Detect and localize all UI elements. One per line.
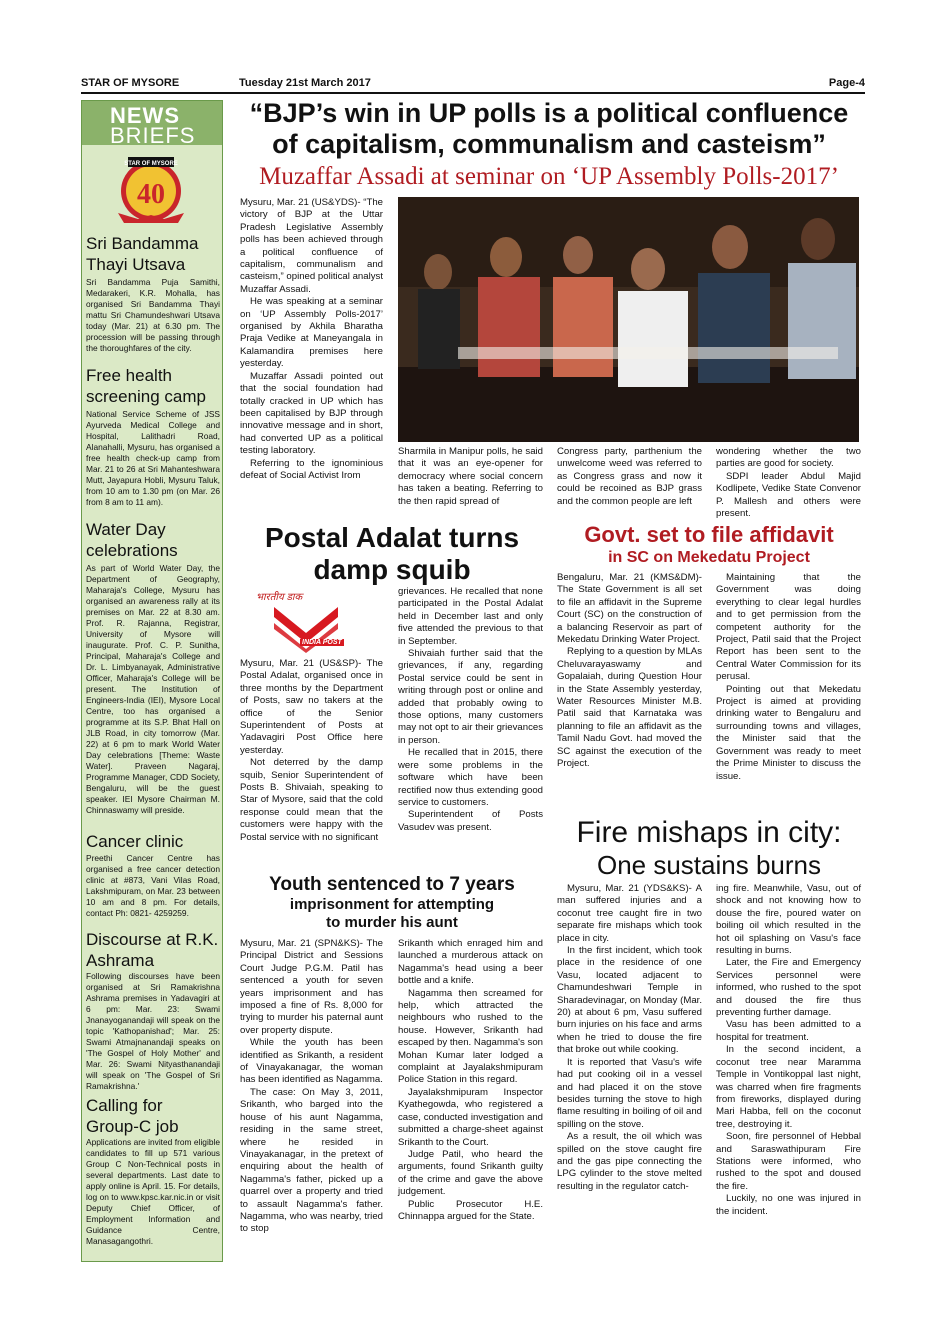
paragraph: Congress party, parthenium the unwelcome weed was referred to as Congress grass and now it could be recoined as BJP grass and the common people are left — [557, 446, 702, 507]
mekedatu-column-1 — [557, 572, 702, 771]
svg-text:40: 40 — [137, 179, 165, 210]
brief-title: Cancer clinic — [86, 832, 184, 851]
mekedatu-column-2 — [716, 572, 861, 783]
brief-body: As part of World Water Day, the Department of Geography, Maharaja's College, Mysuru has organised an awareness rally at its premises on Mar. 22 at 8.30 am. Prof. R. Rajanna, Registrar, University of Mysore will inaugurate. Prof. C. P. Sunitha, Principal, Maharaja's College and Dr. L. Limbyanayak, Administrative Officer, Maharaja's College will be present. The Institution of Engineers-India (IEI), Mysore Local Centre, too has organised a programme at its S.P. Bhat Hall on JLB Road, in city tomorrow (Mar. 22) at 6 pm to mark World Water Day celebrations [Theme: Waste Water]. Praveen Nagaraj, Programme Manager, CDD Society, Bengaluru, will be the guest speaker. IEI Mysore Chairman M. Chinnaswamy will preside. — [86, 563, 220, 815]
fire-column-1 — [557, 883, 702, 1193]
paragraph: Later, the Fire and Emergency Services personnel were informed, who rushed to the spot and doused the fire thus preventing further damage. — [716, 957, 861, 1019]
youth-column-1 — [240, 938, 383, 1236]
lead-subhead: Muzaffar Assadi at seminar on ‘UP Assembly Polls-2017’ — [259, 163, 839, 190]
header-rule — [81, 92, 865, 94]
news-briefs-banner — [82, 101, 222, 148]
brief-body: National Service Scheme of JSS Ayurveda Medical College and Hospital, Lalithadri Road, Alanahalli, Mysuru, has organised a free health check-up camp from Mar. 21 to 26 at Sri Mahanteshwara Mutt, Jayapura Hobli, Mysuru Taluk, from 10 am to 1.30 pm (on Mar. 26 from 8 am to 11 am). — [86, 409, 220, 507]
paragraph: Vasu has been admitted to a hospital for treatment. — [716, 1019, 861, 1043]
paragraph: While the youth has been identified as Srikanth, a resident of Vinayakanagar, the woman has been identified as Nagamma. — [240, 1037, 383, 1086]
paragraph: He was speaking at a seminar on ‘UP Assembly Polls-2017’ organised by Akhila Bharatha Praja Vedike at Maneyangala in Kalamandira premises here yesterday. — [240, 296, 383, 370]
paragraph: Sharmila in Manipur polls, he said that it was an eye-opener for democracy where social concern has taken a beating. Referring to the then rapid spread of — [398, 446, 543, 507]
paragraph: SDPI leader Abdul Majid Kodlipete, Vedike State Convenor P. Mallesh and others were present. — [716, 470, 861, 520]
paragraph: Bengaluru, Mar. 21 (KMS&DM)- The State Government is all set to file an affidavit in the Supreme Court (SC) on the construction of a balancing Reservoir as part of Mekedatu Drinking Water Project. — [557, 572, 702, 646]
paragraph: The case: On May 3, 2011, Srikanth, who barged into the house of his aunt Nagamma, residing in the same street, where he resided in Vinayakanagar, in the pretext of enquiring about the health of Nagamma's father, picked up a quarrel over a property and tried to assault Nagamma's father. Nagamma, who was nearby, tried to stop — [240, 1086, 383, 1235]
youth-headline-line-2: imprisonment for attempting — [289, 896, 495, 913]
youth-headline — [236, 874, 548, 932]
page-header — [81, 77, 865, 91]
paragraph: wondering whether the two parties are good for society. — [716, 446, 861, 470]
news-briefs-sidebar — [81, 100, 223, 1262]
postal-headline-line-1: Postal Adalat turns — [264, 522, 520, 553]
lead-column-1 — [240, 197, 383, 482]
paragraph: Public Prosecutor H.E. Chinnappa argued for the State. — [398, 1198, 543, 1222]
page-number: Page-4 — [828, 77, 865, 89]
brief-body: Preethi Cancer Centre has organised a free cancer detection clinic at #873, Vani Vilas Road, Lakshmipuram, on Mar. 23 between 10 am and 8 pm. For details, contact Ph: 0821- 4259259. — [86, 853, 220, 918]
india-post-logo — [256, 589, 356, 651]
news-label: NEWS — [110, 103, 180, 128]
brief-title: Calling for Group-C job — [86, 1096, 179, 1136]
mekedatu-headline — [552, 522, 866, 568]
paragraph: Srikanth which enraged him and launched a murderous attack on Nagamma's head using a beer bottle and a knife. — [398, 938, 543, 987]
india-post-hindi: भारतीय डाक — [256, 592, 303, 603]
india-post-label: INDIA POST — [302, 639, 342, 646]
paragraph: He recalled that in 2015, there were some problems in the software which have been rectified now thus extending good service to customers. — [398, 747, 543, 808]
masthead: STAR OF MYSORE — [81, 77, 180, 89]
anniversary-badge-icon — [108, 153, 194, 225]
paragraph: grievances. He recalled that none participated in the Postal Adalat held in December last and only five attended the previous to that in September. — [398, 586, 543, 647]
youth-headline-line-1: Youth sentenced to 7 years — [269, 874, 515, 895]
postal-column-1 — [240, 658, 383, 844]
paragraph: Luckily, no one was injured in the incident. — [716, 1193, 861, 1217]
paragraph: Jayalakshmipuram Inspector Kyathegowda, who registered a case, conducted investigation and submitted a charge-sheet against Srikanth to the Court. — [398, 1086, 543, 1148]
postal-column-2 — [398, 586, 543, 834]
paragraph: In the first incident, which took place in the residence of one Vasu, located adjacent to Chamundeshwari Temple in Sharadevinagar, on Monday (Mar. 20) at about 6 pm, Vasu suffered burn injuries on his face and arms when he tried to douse the fire that broke out while cooking. — [557, 945, 702, 1056]
postal-headline — [236, 522, 548, 586]
brief-title: Free health screening camp — [86, 366, 207, 406]
paragraph: Replying to a question by MLAs Cheluvarayaswamy and Gopalaiah, during Question Hour in the State Assembly yesterday, Water Resources Minister M.B. Patil said that Karnataka was planning to file an affidavit as the Tamil Nadu Govt. had moved the SC against the execution of the Project. — [557, 646, 702, 770]
mekedatu-headline-line-2: in SC on Mekedatu Project — [608, 549, 810, 566]
paragraph: It is reported that Vasu's wife had put cooking oil in a vessel and had placed it on the stove besides turning the stove to high flame resulting in boiling of oil and spilling on the stove. — [557, 1056, 702, 1130]
paragraph: Maintaining that the Government was doing everything to clear legal hurdles and to get permission from the competent authority for the Project, Patil said that the Project Report has been sent to the Central Water Commission for its perusal. — [716, 572, 861, 683]
paragraph: ing fire. Meanwhile, Vasu, out of shock and not knowing how to douse the fire, poured water on boiling oil which resulted in the hot oil splashing on Vasu's face resulting in burns. — [716, 883, 861, 957]
brief-title: Sri Bandamma Thayi Utsava — [86, 234, 199, 274]
brief-body: Applications are invited from eligible candidates to fill up 571 various Group C Non-Technical posts in several departments. Last date to apply online is April. 15. For details, log on to www.kpsc.kar.nic.in or visit Deputy Chief Officer, of Employment Information and Guidance Centre, Manasagangothri. — [86, 1137, 220, 1246]
brief-title: Water Day celebrations — [86, 520, 178, 560]
postal-headline-line-2: damp squib — [313, 554, 471, 585]
youth-headline-line-3: to murder his aunt — [326, 914, 458, 931]
svg-text:STAR OF MYSORE: STAR OF MYSORE — [124, 161, 178, 167]
lead-headline-line-2: of capitalism, communalism and casteism” — [272, 129, 826, 159]
paragraph: Mysuru, Mar. 21 (YDS&KS)- A man suffered injuries and a coconut tree caught fire in two separate fire mishaps which took place in city. — [557, 883, 702, 944]
paragraph: Muzaffar Assadi pointed out that the social foundation had totally cracked in UP which has been capitalised by BJP through innovative message and in short, had converted UP as a political testing laboratory. — [240, 370, 383, 457]
paragraph: Mysuru, Mar. 21 (SPN&KS)- The Principal District and Sessions Court Judge P.G.M. Patil has sentenced a youth for seven years imprisonment and has imposed a fine of Rs. 8,000 for trying to murder his paternal aunt over property dispute. — [240, 938, 383, 1036]
brief-body: Sri Bandamma Puja Samithi, Medarakeri, K.R. Mohalla, has organised Sri Bandamma Thayi mattu Sri Chamundeshwari Utsava today (Mar. 21) at 6.30 pm. The procession will be passing through the thoroughfares of the city. — [86, 277, 220, 353]
paragraph: As a result, the oil which was spilled on the stove caught fire and the gas pipe connecting the LPG cylinder to the stove melted resulting in the regulator catch- — [557, 1131, 702, 1192]
fire-column-2 — [716, 883, 861, 1218]
paragraph: Soon, fire personnel of Hebbal and Saraswathipuram Fire Stations were informed, who rushed to the spot and doused the fire. — [716, 1131, 861, 1192]
paragraph: In the second incident, a coconut tree near Maramma Temple in Vontikoppal last night, was charred when fire fragments from fireworks, displayed during Mari Habba, fell on the coconut tree, destroying it. — [716, 1044, 861, 1130]
brief-body: Following discourses have been organised at Sri Ramakrishna Ashrama premises in Yadavagiri at 6 pm: Mar. 23: Swami Jnanayoganandaji will speak on the topic 'Kathopanishad'; Mar. 25: Swami Atmajnanandaji speaks on 'The Gospel of Holy Mother' and Mar. 26: Swami Nityasthanandaji will speak on 'The Gospel of Sri Ramakrishna.' — [86, 971, 220, 1091]
youth-column-2 — [398, 938, 543, 1223]
paragraph: Superintendent of Posts Vasudev was present. — [398, 809, 543, 833]
paragraph: Not deterred by the damp squib, Senior Superintendent of Posts B. Shivaiah, speaking to Star of Mysore, said that the cold response could mean that the customers were happy with the Postal service with no significant — [240, 757, 383, 843]
mekedatu-headline-line-1: Govt. set to file affidavit — [584, 522, 834, 547]
lead-headline-line-1: “BJP’s win in UP polls is a political confluence — [249, 98, 849, 128]
paragraph: Shivaiah further said that the grievances, if any, regarding Postal service could be sent in writing through post or online and added that probably owing to those options, many customers may not opt to air their grievances in person. — [398, 648, 543, 746]
paragraph: Mysuru, Mar. 21 (US&SP)- The Postal Adalat, organised once in three months by the Department of Posts, saw no takers at the office of the Senior Superintendent of Posts at Yadavagiri Post Office here yesterday. — [240, 658, 383, 756]
fire-headline-line-1: Fire mishaps in city: — [576, 816, 842, 849]
fire-headline-line-2: One sustains burns — [596, 850, 821, 880]
fire-headline — [552, 816, 866, 880]
seminar-photo — [398, 197, 859, 442]
lead-column-3 — [557, 446, 702, 508]
lead-column-4 — [716, 446, 861, 520]
brief-title: Discourse at R.K. Ashrama — [86, 930, 219, 970]
paragraph: Nagamma then screamed for help, which attracted the neighbours who rushed to the house. However, Srikanth had escaped by then. Nagamma's son Mohan Kumar later lodged a complaint at Jayalakshmipuram Police Station in this regard. — [398, 987, 543, 1086]
lead-headline — [232, 98, 866, 160]
paragraph: Judge Patil, who heard the arguments, found Srikanth guilty of the crime and gave the above judgement. — [398, 1148, 543, 1198]
paragraph: Pointing out that Mekedatu Project is aimed at providing drinking water to Bengaluru and surrounding towns and villages, the Minister said that the Government was ready to meet the Prime Minister to discuss the issue. — [716, 683, 861, 782]
lead-column-2 — [398, 446, 543, 508]
paragraph: Referring to the ignominious defeat of Social Activist Irom — [240, 457, 383, 481]
issue-date: Tuesday 21st March 2017 — [239, 77, 371, 89]
paragraph: Mysuru, Mar. 21 (US&YDS)- “The victory of BJP at the Uttar Pradesh Legislative Assembly polls has been achieved through a political confluence of capitalism, communalism and casteism,” opined political analyst Muzaffar Assadi. — [240, 197, 383, 295]
briefs-label: BRIEFS — [110, 123, 196, 148]
